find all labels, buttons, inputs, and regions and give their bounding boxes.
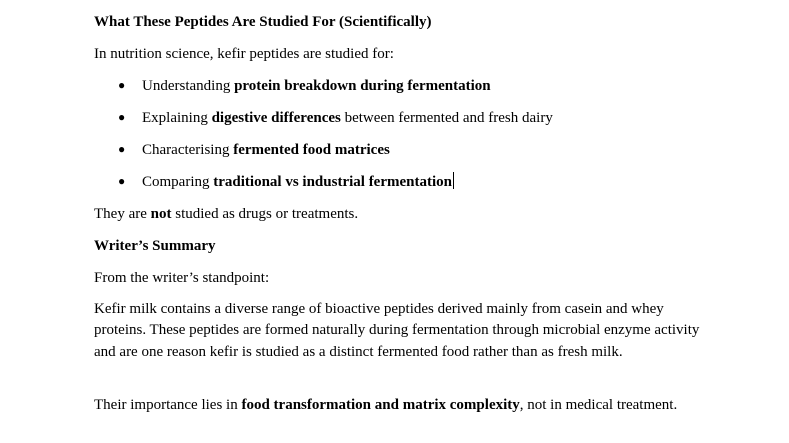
bullet-text-bold: digestive differences [211, 110, 341, 126]
text-cursor [453, 172, 454, 189]
intro-paragraph: In nutrition science, kefir peptides are studied for: [94, 46, 394, 62]
summary-paragraph: Kefir milk contains a diverse range of bioactive peptides derived mainly from casein and whey proteins. These peptides are formed naturally during fermentation through microbial enzyme activity and are one reason kefir is studied as a distinct fermented food rather than as fresh milk. [94, 301, 700, 360]
paragraph-text-bold: not [150, 206, 172, 222]
bullet-icon: ● [118, 78, 126, 92]
bullet-text-plain: Characterising [142, 142, 234, 158]
paragraph-text-plain: They are [94, 206, 151, 222]
bullet-text-plain: Explaining [142, 110, 212, 126]
heading-text: What These Peptides Are Studied For (Scientifically) [94, 14, 432, 30]
paragraph-text-plain: studied as drugs or treatments. [171, 206, 359, 222]
heading-text: Writer’s Summary [94, 238, 216, 254]
standpoint-paragraph: From the writer’s standpoint: [94, 270, 270, 286]
bullet-icon: ● [118, 174, 126, 188]
section-heading [94, 12, 432, 32]
bullet-text-plain: between fermented and fresh dairy [340, 110, 553, 126]
paragraph-text-plain: Their importance lies in [94, 397, 242, 413]
not-studied-paragraph [94, 204, 358, 224]
bullet-text-bold: traditional vs industrial fermentation [213, 174, 452, 190]
bullet-text-bold: protein breakdown during fermentation [234, 78, 491, 94]
bullet-text-bold: fermented food matrices [233, 142, 390, 158]
section-heading [94, 236, 216, 256]
importance-paragraph [94, 395, 704, 416]
bullet-text-plain: Understanding [142, 78, 235, 94]
paragraph-text-plain: , not in medical treatment. [519, 397, 678, 413]
bullet-icon: ● [118, 142, 126, 156]
bullet-text-plain: Comparing [142, 174, 214, 190]
bullet-icon: ● [118, 110, 126, 124]
paragraph-text-bold: food transformation and matrix complexity [241, 397, 520, 413]
